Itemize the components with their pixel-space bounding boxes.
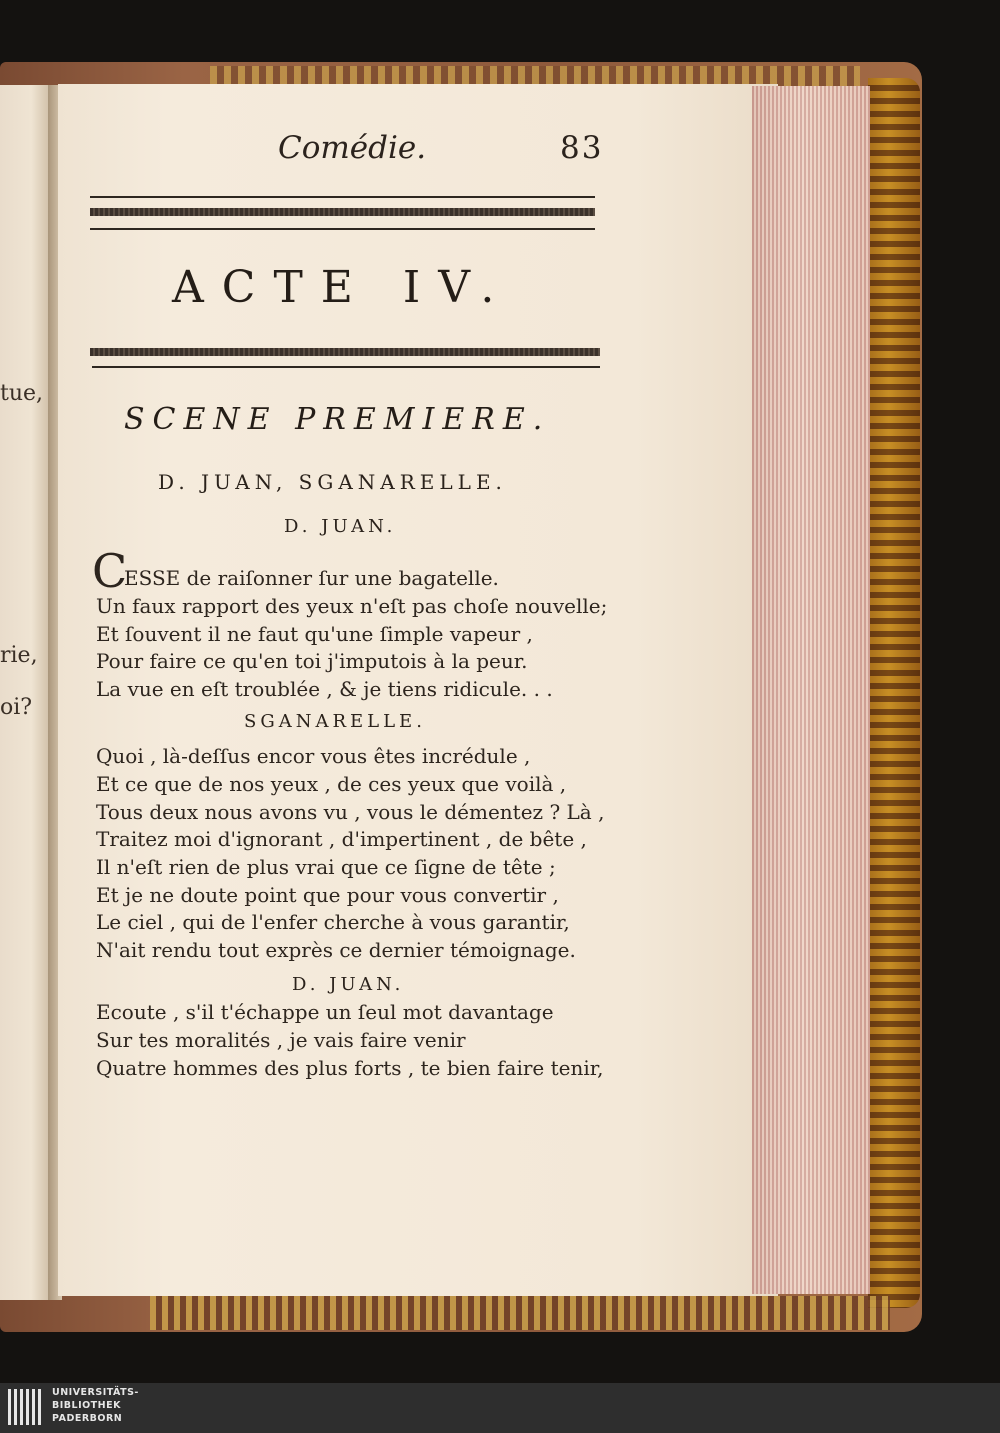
- library-name-line: UNIVERSITÄTS-: [52, 1387, 139, 1398]
- verse-line: Ecoute , s'il t'échappe un ſeul mot davantage: [96, 1000, 554, 1024]
- verse-line: Et ſouvent il ne faut qu'une ſimple vapeur ,: [96, 622, 533, 646]
- act-heading: ACTE IV.: [172, 262, 513, 313]
- verse-line: Sur tes moralités , je vais faire venir: [96, 1028, 466, 1052]
- verse-line: Traitez moi d'ignorant , d'impertinent , de bête ,: [96, 827, 587, 851]
- rule-mid-thin: [92, 366, 600, 368]
- verse-line: Un faux rapport des yeux n'eſt pas choſe nouvelle;: [96, 594, 608, 618]
- library-name-line: PADERBORN: [52, 1413, 123, 1424]
- page-number: 83: [560, 130, 604, 166]
- verse-line: La vue en eſt troublée , & je tiens ridicule. . .: [96, 677, 553, 701]
- left-page-fragment: tue,: [0, 381, 44, 406]
- left-page: [0, 85, 52, 1300]
- verse-line: ESSE de raiſonner ſur une bagatelle.: [124, 566, 499, 590]
- verse-line: N'ait rendu tout exprès ce dernier témoignage.: [96, 938, 576, 962]
- library-logo-icon: [8, 1389, 46, 1425]
- scene-heading: SCENE PREMIERE.: [124, 402, 551, 437]
- page-edges: [752, 86, 870, 1294]
- drop-cap: C: [92, 544, 128, 598]
- gilt-edge-bottom: [150, 1296, 890, 1330]
- verse-line: Le ciel , qui de l'enfer cherche à vous garantir,: [96, 910, 570, 934]
- verse-line: Pour faire ce qu'en toi j'imputois à la peur.: [96, 649, 528, 673]
- library-name-line: BIBLIOTHEK: [52, 1400, 121, 1411]
- speaker-label: D. JUAN.: [292, 974, 405, 995]
- rule-mid-thick: [90, 348, 600, 356]
- rule-top-thin: [90, 196, 595, 198]
- left-page-fragment: rie,: [0, 643, 38, 668]
- verse-line: Il n'eſt rien de plus vrai que ce ſigne de tête ;: [96, 855, 556, 879]
- verse-line: Quatre hommes des plus forts , te bien faire tenir,: [96, 1056, 604, 1080]
- gilt-edge-right: [868, 78, 920, 1308]
- left-page-fragment: oi?: [0, 695, 33, 720]
- speaker-label: D. JUAN.: [284, 516, 397, 537]
- speaker-label: SGANARELLE.: [244, 711, 426, 732]
- verse-line: Quoi , là-deſſus encor vous êtes incrédule ,: [96, 744, 531, 768]
- character-list: D. JUAN, SGANARELLE.: [158, 470, 507, 494]
- running-head: [0, 130, 1000, 170]
- library-footer: [0, 1383, 1000, 1433]
- verse-line: Et je ne doute point que pour vous convertir ,: [96, 883, 559, 907]
- verse-line: Et ce que de nos yeux , de ces yeux que voilà ,: [96, 772, 567, 796]
- verse-line: Tous deux nous avons vu , vous le démentez ? Là ,: [96, 800, 605, 824]
- running-head-title: Comédie.: [278, 130, 427, 166]
- rule-top-thick: [90, 208, 595, 216]
- rule-top-thin-lower: [90, 228, 595, 230]
